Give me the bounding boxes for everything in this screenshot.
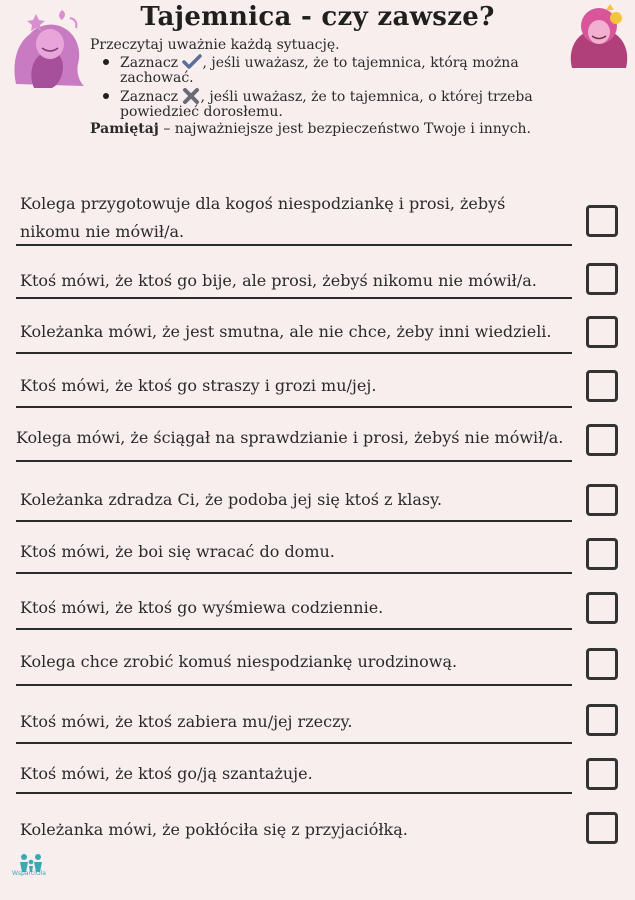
reminder-text <box>90 122 590 137</box>
page-title: Tajemnica - czy zawsze? <box>140 2 495 32</box>
reminder-body: – najważniejsze jest bezpieczeństwo Twoje i innych. <box>158 121 532 137</box>
situation-text: Kolega chce zrobić komuś niespodziankę urodzinową. <box>20 652 458 671</box>
situation-text: Ktoś mówi, że ktoś go wyśmiewa codziennie. <box>20 598 384 617</box>
bullet-tell-text: , jeśli uważasz, że to tajemnica, o której trzeba powiedzieć dorosłemu. <box>120 89 533 120</box>
answer-checkbox[interactable] <box>586 592 618 624</box>
answer-checkbox[interactable] <box>586 538 618 570</box>
situation-row <box>0 816 635 866</box>
bullet-keep-text: , jeśli uważasz, że to tajemnica, którą można zachować. <box>120 55 519 86</box>
situation-row <box>0 708 635 758</box>
answer-line <box>16 460 572 462</box>
situation-row <box>0 372 635 422</box>
answer-line <box>16 244 572 246</box>
answer-checkbox[interactable] <box>586 263 618 295</box>
situation-row <box>0 267 635 317</box>
situation-text: Kolega mówi, że ściągał na sprawdzianie i prosi, żebyś nie mówił/a. <box>16 428 564 447</box>
instruction-text: Przeczytaj uważnie każdą sytuację. <box>90 37 340 53</box>
situation-row <box>0 760 635 810</box>
instructions-block <box>90 38 590 137</box>
answer-line <box>16 297 572 299</box>
answer-checkbox[interactable] <box>586 704 618 736</box>
answer-line <box>16 520 572 522</box>
situation-text: Ktoś mówi, że ktoś zabiera mu/jej rzeczy. <box>20 712 353 731</box>
situation-row <box>0 486 635 536</box>
situation-row <box>0 538 635 588</box>
answer-checkbox[interactable] <box>586 812 618 844</box>
answer-checkbox[interactable] <box>586 648 618 680</box>
answer-checkbox[interactable] <box>586 316 618 348</box>
situation-text: Ktoś mówi, że ktoś go/ją szantażuje. <box>20 764 313 783</box>
answer-checkbox[interactable] <box>586 424 618 456</box>
answer-line <box>16 352 572 354</box>
cross-mark-icon <box>182 88 200 104</box>
situation-row <box>0 318 635 368</box>
answer-checkbox[interactable] <box>586 484 618 516</box>
situation-text: Kolega przygotowuje dla kogoś niespodziankę i prosi, żebyś nikomu nie mówił/a. <box>20 194 506 241</box>
answer-checkbox[interactable] <box>586 370 618 402</box>
answer-line <box>16 406 572 408</box>
check-mark-icon <box>182 54 202 70</box>
situation-text: Koleżanka mówi, że jest smutna, ale nie chce, żeby inni wiedzieli. <box>20 322 552 341</box>
situation-text: Koleżanka zdradza Ci, że podoba jej się ktoś z klasy. <box>20 490 443 509</box>
instruction-bullet-tell <box>120 88 590 120</box>
answer-checkbox[interactable] <box>586 205 618 237</box>
situation-row <box>0 424 635 474</box>
situation-text: Ktoś mówi, że ktoś go straszy i grozi mu/jej. <box>20 376 377 395</box>
answer-line <box>16 792 572 794</box>
situation-text: Koleżanka mówi, że pokłóciła się z przyjaciółką. <box>20 820 408 839</box>
situation-text: Ktoś mówi, że boi się wracać do domu. <box>20 542 335 561</box>
bullet-tell-prefix: Zaznacz <box>120 89 179 105</box>
reminder-label: Pamiętaj <box>90 121 159 137</box>
bullet-keep-prefix: Zaznacz <box>120 55 179 71</box>
logo-text: WsparciOla <box>12 870 46 877</box>
instruction-list <box>90 54 590 120</box>
answer-line <box>16 742 572 744</box>
situation-text: Ktoś mówi, że ktoś go bije, ale prosi, żebyś nikomu nie mówił/a. <box>20 271 537 290</box>
answer-line <box>16 628 572 630</box>
answer-line <box>16 684 572 686</box>
instruction-bullet-keep <box>120 54 590 86</box>
answer-line <box>16 572 572 574</box>
situation-row <box>0 190 635 240</box>
situation-row <box>0 648 635 698</box>
answer-checkbox[interactable] <box>586 758 618 790</box>
situation-row <box>0 594 635 644</box>
